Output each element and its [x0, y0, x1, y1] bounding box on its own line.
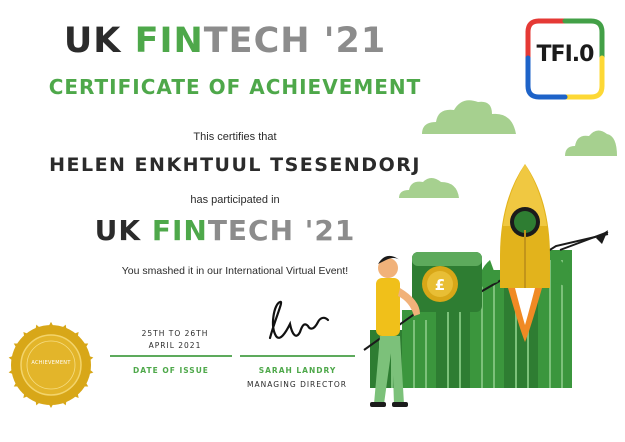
- participation-text: has participated in: [190, 194, 280, 206]
- date-line-1: 25TH TO 26TH: [141, 329, 209, 338]
- date-range: [110, 328, 240, 352]
- event-title-secondary: UK FINTECH '21: [94, 214, 356, 247]
- logo-text: TFI.0: [536, 42, 594, 67]
- cloud-right: [563, 126, 619, 158]
- date-line-2: APRIL 2021: [148, 341, 202, 350]
- event-title: UK FINTECH '21: [63, 21, 387, 61]
- signatory-name: SARAH LANDRY: [258, 366, 337, 375]
- signature: [262, 296, 342, 346]
- signatory-role: MANAGING DIRECTOR: [247, 380, 347, 389]
- date-label: DATE OF ISSUE: [133, 366, 209, 375]
- wallet-icon: [412, 252, 482, 312]
- certificate-heading: CERTIFICATE OF ACHIEVEMENT: [48, 75, 422, 99]
- seal-label: ACHIEVEMENT: [31, 360, 71, 366]
- date-divider: [110, 355, 232, 357]
- growth-illustration: [360, 160, 615, 415]
- tagline: You smashed it in our International Virtual Event!: [121, 265, 349, 277]
- cloud-large: [420, 96, 520, 136]
- recipient-name: HELEN ENKHTUUL TSESENDORJ: [49, 154, 421, 176]
- svg-text:£: £: [434, 276, 446, 294]
- intro-text: This certifies that: [193, 131, 277, 143]
- signature-divider: [240, 355, 355, 357]
